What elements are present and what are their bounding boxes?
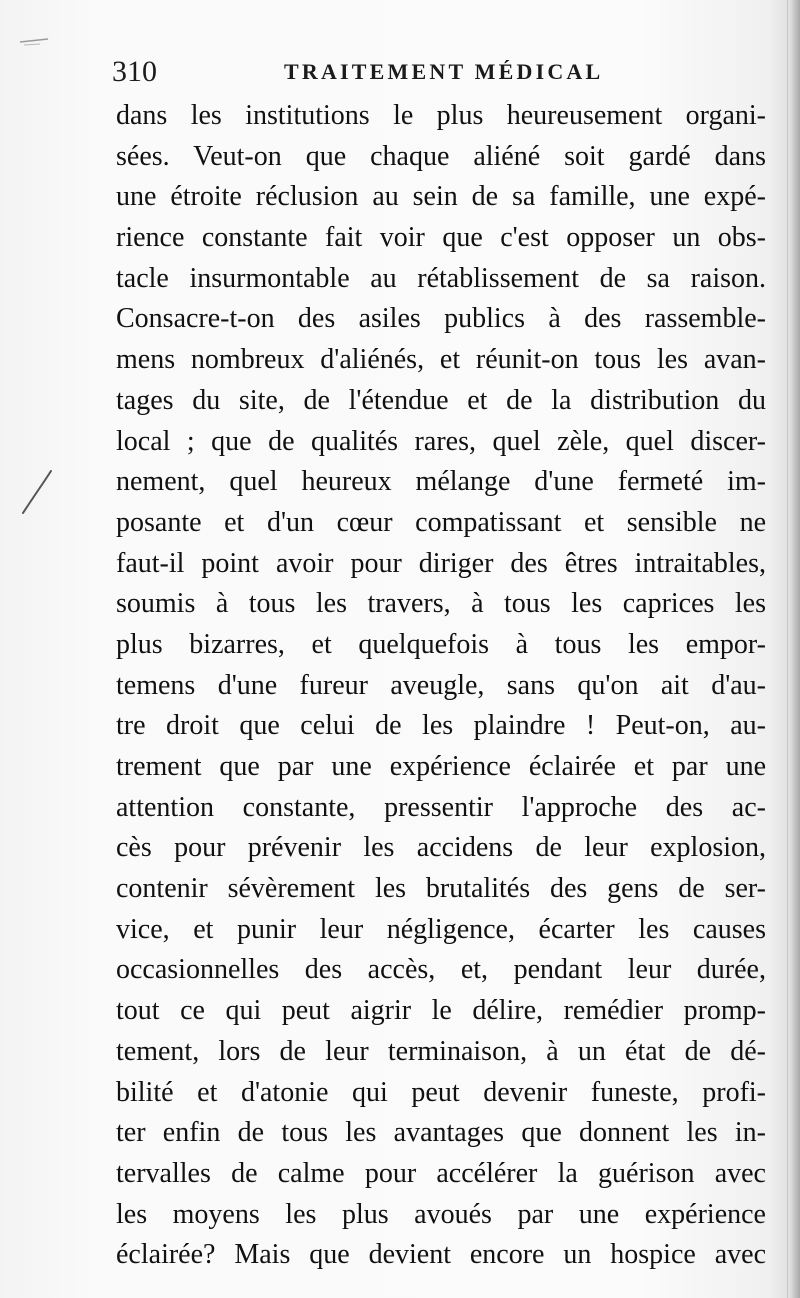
text-line: bilité et d'atonie qui peut devenir funeste, profi- [116,1076,766,1108]
margin-dash-mark [18,34,58,48]
text-line: temens d'une fureur aveugle, sans qu'on ait d'au- [116,669,766,701]
text-line: dans les institutions le plus heureusement organi- [116,100,766,131]
page-edge-shadow [790,0,800,1298]
text-line: Consacre-t-on des asiles publics à des rassemble- [116,303,766,335]
text-line: trement que par une expérience éclairée et par une [116,751,766,782]
text-line: tages du site, de l'étendue et de la distribution du [116,384,766,416]
margin-pencil-stroke [20,468,54,516]
text-line: soumis à tous les travers, à tous les caprices les [116,588,766,620]
text-line: tre droit que celui de les plaindre ! Peut-on, au- [116,710,766,742]
text-line: contenir sévèrement les brutalités des gens de ser- [116,873,766,905]
body-text [116,96,766,1276]
text-line: local ; que de qualités rares, quel zèle, quel discer- [116,425,766,457]
text-line: tement, lors de leur terminaison, à un état de dé- [116,1035,766,1067]
running-title: TRAITEMENT MÉDICAL [284,59,604,84]
text-line: mens nombreux d'aliénés, et réunit-on tous les avan- [116,344,766,376]
text-line: sées. Veut-on que chaque aliéné soit gardé dans [116,140,766,172]
page-number: 310 [112,55,157,88]
text-line: vice, et punir leur négligence, écarter les causes [116,913,766,945]
text-line: éclairée? Mais que devient encore un hospice avec [116,1239,766,1271]
text-line: rience constante fait voir que c'est opposer un obs- [116,222,766,254]
text-line: faut-il point avoir pour diriger des êtres intraitables, [116,547,766,579]
text-line: ter enfin de tous les avantages que donnent les in- [116,1117,766,1149]
text-line: cès pour prévenir les accidens de leur explosion, [116,832,766,864]
page-edge-line [787,0,788,1298]
running-head [112,52,772,92]
text-line: posante et d'un cœur compatissant et sensible ne [116,506,766,538]
text-line: attention constante, pressentir l'approche des ac- [116,791,766,823]
text-line: tervalles de calme pour accélérer la guérison avec [116,1157,766,1189]
text-line: occasionnelles des accès, et, pendant leur durée, [116,954,766,986]
text-line: les moyens les plus avoués par une expérience [116,1198,766,1230]
text-line: tacle insurmontable au rétablissement de sa raison. [116,262,766,294]
text-line: une étroite réclusion au sein de sa famille, une expé- [116,181,766,213]
text-line: tout ce qui peut aigrir le délire, remédier promp- [116,995,766,1027]
text-line: plus bizarres, et quelquefois à tous les empor- [116,628,766,660]
text-line: nement, quel heureux mélange d'une fermeté im- [116,466,766,498]
